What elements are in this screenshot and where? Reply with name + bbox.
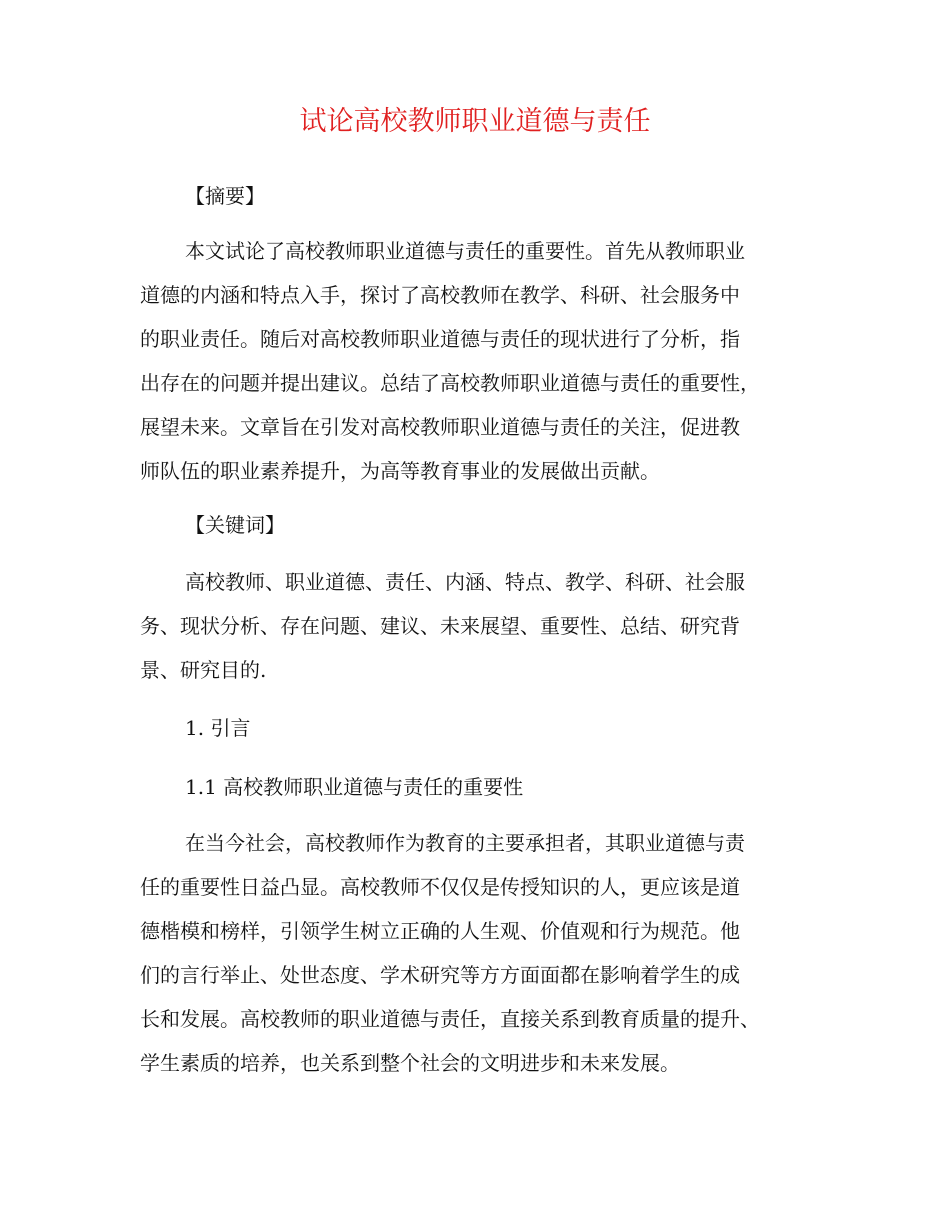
abstract-line: 展望未来。文章旨在引发对高校教师职业道德与责任的关注，促进教 [140,415,740,439]
keywords-line: 高校教师、职业道德、责任、内涵、特点、教学、科研、社会服 [185,570,745,594]
abstract-line: 道德的内涵和特点入手，探讨了高校教师在教学、科研、社会服务中 [140,283,740,307]
abstract-line: 出存在的问题并提出建议。总结了高校教师职业道德与责任的重要性， [140,371,760,395]
abstract-label: 【摘要】 [185,184,265,208]
body-line: 长和发展。高校教师的职业道德与责任，直接关系到教育质量的提升、 [140,1007,760,1031]
abstract-paragraph [140,229,760,493]
keywords-label: 【关键词】 [185,513,285,537]
abstract-line: 的职业责任。随后对高校教师职业道德与责任的现状进行了分析，指 [140,327,740,351]
section-1-1-paragraph [140,821,760,1085]
abstract-line: 师队伍的职业素养提升，为高等教育事业的发展做出贡献。 [140,459,660,483]
abstract-line: 本文试论了高校教师职业道德与责任的重要性。首先从教师职业 [185,239,745,263]
body-line: 在当今社会，高校教师作为教育的主要承担者，其职业道德与责 [185,831,745,855]
keywords-paragraph [140,560,745,692]
body-line: 任的重要性日益凸显。高校教师不仅仅是传授知识的人，更应该是道 [140,875,740,899]
body-line: 学生素质的培养，也关系到整个社会的文明进步和未来发展。 [140,1051,680,1075]
body-line: 们的言行举止、处世态度、学术研究等方方面面都在影响着学生的成 [140,963,740,987]
body-line: 德楷模和榜样，引领学生树立正确的人生观、价值观和行为规范。他 [140,919,740,943]
section-1-1-heading: 1.1 高校教师职业道德与责任的重要性 [185,775,524,799]
section-1-heading: 1. 引言 [185,716,251,740]
keywords-line: 务、现状分析、存在问题、建议、未来展望、重要性、总结、研究背 [140,614,740,638]
keywords-line: 景、研究目的. [140,658,267,682]
document-title: 试论高校教师职业道德与责任 [299,106,651,137]
